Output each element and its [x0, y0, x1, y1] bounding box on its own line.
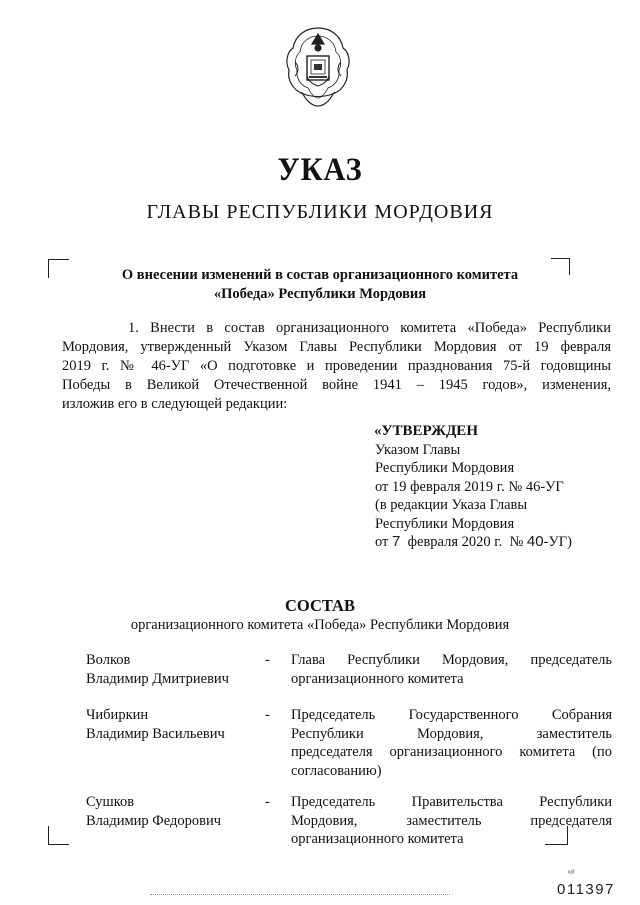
- handwritten-number: 40: [526, 533, 544, 550]
- approval-line: Указом Главы: [375, 441, 461, 458]
- corner-mark-bottom-left: [48, 826, 69, 845]
- handwritten-day: 7: [392, 533, 401, 550]
- paragraph-line: изложив его в следующей редакции:: [62, 396, 288, 412]
- member-surname: Чибиркин: [86, 707, 149, 723]
- subject-line: «Победа» Республики Мордовия: [213, 286, 427, 302]
- position-line: Мордовия, заместитель председателя: [291, 812, 612, 829]
- position-line: Республики Мордовия, заместитель: [291, 725, 612, 742]
- composition-subtitle: организационного комитета «Победа» Республики Мордовия: [130, 617, 510, 633]
- member-dash: -: [265, 707, 270, 723]
- issuing-authority: ГЛАВЫ РЕСПУБЛИКИ МОРДОВИЯ: [146, 201, 494, 223]
- composition-title: СОСТАВ: [285, 596, 355, 615]
- body-paragraph: [62, 319, 611, 414]
- position-line: Председатель Правительства Республики: [291, 794, 612, 810]
- approval-prefix: от: [375, 534, 393, 550]
- member-dash: -: [265, 652, 270, 668]
- member-name: [86, 793, 266, 830]
- approval-suffix: -УГ): [543, 534, 572, 550]
- position-line: организационного комитета: [291, 831, 464, 847]
- subject-line: О внесении изменений в состав организационного комитета: [121, 267, 519, 283]
- scan-noise-divider: [150, 894, 450, 897]
- document-serial-number: 011397: [557, 881, 615, 898]
- member-name: [86, 706, 266, 743]
- approval-line: Республики Мордовия: [375, 460, 515, 476]
- tick-mark: ᵛᵃᶠ: [568, 870, 575, 877]
- member-surname: Сушков: [86, 794, 135, 810]
- approval-line: от 19 февраля 2019 г. № 46-УГ: [375, 478, 564, 495]
- decree-subject: [60, 266, 580, 304]
- mordovia-coat-of-arms-icon: [281, 22, 355, 112]
- member-position: [291, 706, 612, 780]
- approval-line-date: [375, 533, 572, 552]
- approval-stamp-block: [375, 422, 572, 552]
- coat-of-arms-emblem: [281, 22, 355, 112]
- approval-line: (в редакции Указа Главы: [375, 497, 528, 513]
- paragraph-line: Победы в Великой Отечественной войне 1941 – 1945 годов», изменения,: [62, 377, 611, 393]
- member-position: [291, 651, 612, 688]
- member-surname: Волков: [86, 652, 131, 668]
- approval-title: «УТВЕРЖДЕН: [374, 423, 478, 439]
- position-line: Председатель Государственного Собрания: [291, 707, 612, 723]
- member-dash: -: [265, 794, 270, 810]
- member-given-name: Владимир Дмитриевич: [86, 670, 229, 687]
- position-line: Глава Республики Мордовия, председатель: [291, 652, 612, 668]
- position-line: согласованию): [291, 762, 382, 779]
- paragraph-line: Мордовия, утвержденный Указом Главы Республики Мордовия от 19 февраля: [62, 339, 611, 355]
- position-line: председателя организационного комитета (по: [291, 744, 612, 760]
- approval-line: Республики Мордовия: [375, 515, 515, 532]
- member-given-name: Владимир Федорович: [86, 812, 222, 829]
- member-position: [291, 793, 612, 849]
- member-given-name: Владимир Васильевич: [86, 725, 225, 742]
- paragraph-line: 1. Внести в состав организационного комитета «Победа» Республики: [128, 320, 611, 336]
- position-line: организационного комитета: [291, 670, 464, 687]
- paragraph-line: 2019 г. № 46-УГ «О подготовке и проведении празднования 75-й годовщины: [62, 358, 611, 374]
- approval-middle: февраля 2020 г. №: [400, 534, 527, 550]
- decree-title: УКАЗ: [277, 152, 363, 188]
- member-name: [86, 651, 266, 688]
